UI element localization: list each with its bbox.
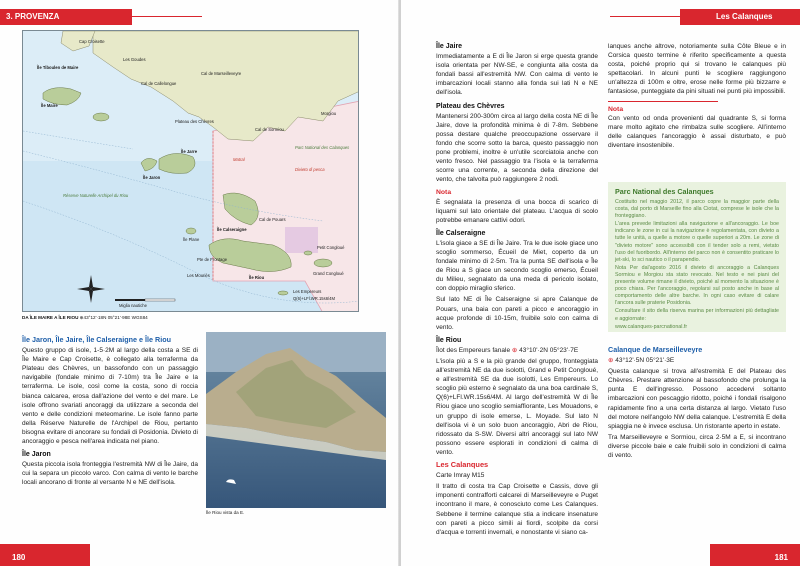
nota-plateau: È segnalata la presenza di una bocca di scarico di liquami sul lato orientale del plateau. L'acqua di scolo potrebbe emanare cattivi odori. <box>436 198 598 224</box>
parc-box-p3: Nota Per dal'agosto 2016 il divieto di ancoraggio a Calanques Sormiou e Morgiou sta stato revocato. Nel testo e nei piani del presente volume rimane il divieto, poiché al momento la situazione è poco chiara. Per l'ancoraggio, regolarsi sul posto anche in base al comportamento delle altre barche. In ogni caso evitare di calare l'ancora sulle praterie Posidonia. <box>615 264 779 307</box>
coord-empereurs-label: Îlot des Empereurs fanale <box>436 346 511 354</box>
parc-box-p4: Consultare il sito della riserva marina per informazioni più dettagliate e aggiornate: <box>615 308 779 322</box>
heading-jaire: Île Jaire <box>436 43 463 50</box>
chart-reference: Carte Imray M15 <box>436 472 485 480</box>
scale-bar <box>115 299 175 301</box>
map-label-empereurs-light: Q(6)+LFl.WR.15s6/4M <box>293 296 336 301</box>
petit-congloue-shape <box>304 251 312 255</box>
page-number-right: 181 <box>774 553 788 562</box>
parc-box-p1: Costituito nel maggio 2012, il parco copre la maggior parte della costa, dal porto di Marseille fino alla Ciotat, comprese le isole che la fronteggiano. <box>615 199 779 220</box>
middle-text-column <box>436 42 598 539</box>
map-label-parc: Parc National des Calanques <box>295 145 350 150</box>
map-label-plateau: Plateau des Chèvres <box>175 119 214 124</box>
left-page <box>0 0 399 566</box>
heading-calseraigne: Île Calseraigne <box>436 229 486 237</box>
paragraph-calanques: Il tratto di costa tra Cap Croisette e Cassis, dove gli imponenti contrafforti calcarei di Marseilleveyre e Puget incontrano il mare, è conosciuto come Les Calanques. Sebbene il termine calanque stia a indicare insenature con pareti a picco simili ai fiordi, scolpite da corsi d'acqua e torrenti invernali, e nonostante vi siano ca- <box>436 483 598 536</box>
map-label-plane: Île Plane <box>183 237 200 242</box>
paragraph-plateau: Mantenersi 200-300m circa al largo della costa NE di Île Jaire, dove la profondità minima è di 7-8m. Sebbene possa destare qualche preoccupazione osservare il fondo che scorre sotto la barca, questo passaggio non pone problemi, inoltre è un'utile scorciatoia anche con vento fresco. Nel passaggio tra l'isola e la terraferma scorre una corrente, a seconda della direzione del vento, che talvolta può raggiungere 2 nodi. <box>436 112 598 184</box>
map-label-empereurs: Les Empereurs <box>293 289 322 294</box>
paragraph-marseilleveyre-2: Tra Marseilleveyre e Sormiou, circa 2·5M a E, si incontrano diverse piccole baie e cale fruibili solo in condizioni di calma di vento. <box>608 433 786 460</box>
map-label-maire: Île Maire <box>41 103 58 108</box>
header-rule-left <box>132 16 202 17</box>
left-text-column <box>22 332 198 490</box>
paragraph-jaron: Questa piccola isola fronteggia l'estremità NW di Île Jaire, da cui la separa un piccolo varco. Con calma di vento le barche locali ancorano di fronte al versante N e NE dell'isola. <box>22 461 198 487</box>
heading-jaron: Île Jaron <box>22 451 51 459</box>
map-label-reserve: Réserve Naturelle Archipel du Riou <box>63 193 129 198</box>
nota-calanques: Con vento od onda provenienti dal quadrante S, si forma mare molto agitato che rimbalza sulle scogliere. All'interno delle calanques l'ancoraggio è assai disturbato, e può diventare insostenibile. <box>608 114 786 149</box>
ile-jarre-shape <box>159 153 195 173</box>
page-number-left: 180 <box>12 553 26 562</box>
paragraph-riou: L'isola più a S e la più grande del gruppo, fronteggiata all'estremità NE da due isolotti, Grand e Petit Congloué, e all'estremità SE da due isolotti, Les Empereurs. Lo scoglio più esterno è segnalato da una boa cardinale S, Q(6)+LFl.WR.15s6/4M. Al largo dell'estremità W di Île Riou giace uno scoglio semiaffiorante, Les Mouadons, e un gruppo di isole emerse, L. Moyade. Sul lato N dell'isola vi è un solo buon ancoraggio, Abri de Riou, ridossato da S-SW. Diversi altri ancoraggi sul lato NW possono essere esplorati in condizioni di calma di vento. <box>436 358 598 456</box>
heading-plateau: Plateau des Chèvres <box>436 102 505 110</box>
right-text-column-bottom <box>608 342 786 462</box>
chart-map <box>22 30 359 312</box>
parc-national-box <box>608 182 786 332</box>
heading-calanques: Les Calanques <box>436 460 489 470</box>
grand-congloue-shape <box>314 259 332 267</box>
map-label-morgiou: Morgiou <box>321 111 337 116</box>
paragraph-calseraigne: L'isola giace a SE di Île Jaire. Tra le due isole giace uno scoglio sommerso, Écueil de Miet, coperto da un fondale minimo di 2·5m. Tra la punta SE dell'isola e Île de Riou a S giace un secondo scoglio emerso, Écueil du Milieu, segnalato da una meda di pericolo isolato, con doppio miraglio sferico. <box>436 239 598 293</box>
map-label-sormiou: Cal de Sormiou <box>255 127 284 132</box>
position-pin-icon: ⊕ <box>608 357 614 365</box>
paragraph-calseraigne-2: Sul lato NE di Île Calseraigne si apre Calanque de Pouars, una baia con pareti a picco e ancoraggio in acque profonde di 10-15m, fruibile solo con calma di vento. <box>436 296 598 331</box>
photo-caption: Île Riou vista da E. <box>206 510 245 515</box>
nota-title-plateau: Nota <box>436 189 452 197</box>
coord-marseilleveyre-value: 43°12'·5N 05°21'·3E <box>615 357 675 365</box>
heading-islands: Île Jaron, Île Jaire, Île Calseraigne e Île Riou <box>22 335 172 344</box>
map-label-mouries: Les Mouriès <box>187 273 210 278</box>
coord-empereurs-value: 43°10'·2N 05°23'·7E <box>519 346 579 354</box>
map-label-jarre: Île Jarre <box>181 149 198 154</box>
map-caption-title: DA ÎLE MAIRE A ÎLE RIOU <box>22 315 79 320</box>
map-label-frontage: Pte de Frontage <box>197 257 228 262</box>
photo-ile-riou <box>206 332 386 508</box>
position-pin-icon: ⊕ <box>511 346 518 354</box>
nota-title-calanques: Nota <box>608 105 624 113</box>
ile-tiboulen-shape <box>93 113 109 121</box>
map-label-marseilleveyre: Cal de Marseilleveyre <box>201 71 242 76</box>
map-label-callelongue: Cal de Callelongue <box>141 81 177 86</box>
map-label-tiboulen: Île Tiboulen de Maire <box>37 65 79 70</box>
coord-marseilleveyre <box>608 356 786 365</box>
right-text-column-top <box>608 42 786 152</box>
map-label-pouars: Cal de Pouars <box>259 217 286 222</box>
map-label-calseraigne: Île Calseraigne <box>217 227 247 232</box>
map-label-goudes: Les Goudes <box>123 57 146 62</box>
fishing-ban-zone <box>285 227 318 253</box>
parc-box-url: www.calanques-parcnational.fr <box>615 323 688 330</box>
parc-box-text <box>615 199 779 323</box>
heading-riou: Île Riou <box>436 336 462 344</box>
map-label-grand-congloue: Grand Congloué <box>313 271 344 276</box>
map-label-congloue: Petit Congloué <box>317 245 345 250</box>
section-header-left: 3. PROVENZA <box>0 9 132 25</box>
map-caption-coords: ⊕43°12'·18N 05°21'·98E WGS84 <box>78 315 148 320</box>
map-label-miglia: Miglia nautiche <box>119 303 147 308</box>
map-label-jaron: Île Jaron <box>143 175 161 180</box>
nota-rule <box>608 101 718 102</box>
coord-empereurs <box>436 346 598 355</box>
les-empereurs-shape <box>278 291 288 295</box>
heading-marseilleveyre: Calanque de Marseilleveyre <box>608 345 703 354</box>
section-header-right: Les Calanques <box>680 9 800 25</box>
ile-plane-shape <box>186 228 196 234</box>
paragraph-jaire: Immediatamente a E di Île Jaron si erge questa grande isola orientata per NW-SE, e congiunta alla costa da fondali bassi all'estremità NW. Con calma di vento le imbarcazioni locali stanno alla fonda sui lati N e NE dell'isola. <box>436 53 598 97</box>
paragraph-islands: Questo gruppo di isole, 1-5·2M al largo della costa a SE di Île Maire e Cap Croisette, è collegato alla terraferma da Plateau des Chèvres, un bassofondo con un passaggio navigabile (fondale minimo di 7-10m) tra Île Jaire e la terraferma. Le isole, così come la costa, sono di roccia bianca calcarea, erosa dall'azione del vento e del mare. Le isole offrono svariati ancoraggi da utilizzare a seconda del vento e delle condizioni meteomarine. Le isole fanno parte della Réserve Naturelle de l'Archipel de Riou, pertanto bisogna evitare di ancorare su fondali di Posidonia. Divieto di ancoraggio e pesca nell'area indicata nel piano. <box>22 347 198 446</box>
map-label-divieto: Divieto di pesca <box>295 167 325 172</box>
map-label-matral: Matral <box>233 157 245 162</box>
parc-box-title: Parc National des Calanques <box>615 187 714 196</box>
map-label-riou: Île Riou <box>249 275 265 280</box>
header-rule-right <box>610 16 680 17</box>
map-label-croisette: Cap Croisette <box>79 39 105 44</box>
parc-box-p2: L'area prevede limitazioni alla navigazione e all'ancoraggio. Le boe indicano le zone in cui la navigazione è regolamentata, con divieto a tutte le unità, a quelle a motore o quelle superiori a 20m. Le zone di "divieto motore" sono accessibili con il tender solo a remi, vietato l'uso del fuoribordo. All'interno del parco non è consentito praticare lo jet-ski, lo sci nautico o il parapendio. <box>615 221 779 263</box>
map-caption <box>22 315 148 321</box>
paragraph-calanques-cont: lanques anche altrove, notoriamente sulla Côte Bleue e in Corsica questo termine è riferito specificamente a questa costa, poiché proprio qui si trovano le calanques più spettacolari. In alcuni punti le scogliere raggiungono un'altezza di 100m e oltre, erose nelle forme più bizzarre e fantasiose, punteggiate da pini situati nei punti più impossibili. <box>608 43 786 96</box>
paragraph-marseilleveyre: Questa calanque si trova all'estremità E del Plateau des Chèvres. Prestare attenzione al bassofondo che prolunga la punta E dell'ingresso. Possono accedervi soltanto imbarcazioni con pescaggio ridotto, poiché i fondali risalgono rapidamente fino a una certa distanza al largo. Vietato l'uso del motore nell'angolo NW della calanque. L'estremità E della spiaggia ne è invece esclusa. Un ristorante aperto in estate. <box>608 368 786 430</box>
